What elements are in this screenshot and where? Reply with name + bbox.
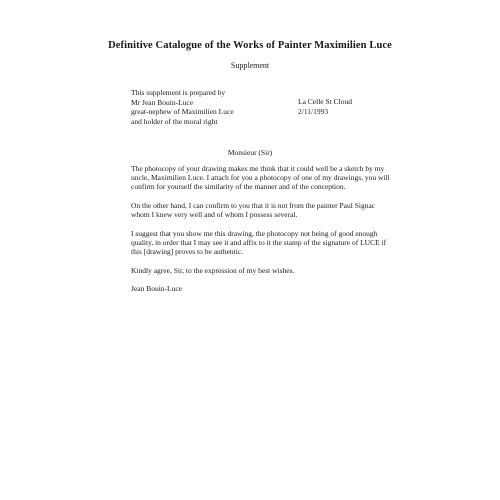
- body-paragraph: The photocopy of your drawing makes me think that it could well be a sketch by my uncle, Maximilien Luce. I attach for you a photocopy of one of my drawings, you will confirm for yourself the similarity of the manner and of the conception.: [131, 164, 390, 191]
- prepared-by-line: great-nephew of Maximilien Luce: [131, 107, 234, 116]
- prepared-by-block: [131, 88, 291, 126]
- letter-body: [131, 164, 393, 285]
- letter-place: La Celle St Cloud: [298, 97, 352, 106]
- signature: Jean Bouin-Luce: [131, 284, 183, 293]
- body-paragraph: Kindly agree, Sir, to the expression of my best wishes.: [131, 266, 295, 275]
- prepared-by-line: Mr Jean Bouin-Luce: [131, 97, 194, 107]
- document-subtitle: Supplement: [230, 61, 270, 70]
- body-paragraph: I suggest that you show me this drawing, the photocopy not being of good enough quality, in order that I may see it and affix to it the stamp of the signature of LUCE if this [drawing] proves to be authentic.: [131, 229, 387, 256]
- salutation: Monsieur (Sir): [227, 148, 273, 157]
- body-paragraph: On the other hand, I can confirm to you that it is not from the painter Paul Signac whom I knew very well and of whom I possess several.: [131, 201, 376, 219]
- prepared-by-line: This supplement is prepared by: [131, 88, 226, 97]
- letter-date: 2/11/1993: [298, 106, 329, 116]
- document-title: Definitive Catalogue of the Works of Painter Maximilien Luce: [108, 40, 392, 51]
- place-date-block: [298, 97, 388, 116]
- prepared-by-line: and holder of the moral right: [131, 116, 218, 126]
